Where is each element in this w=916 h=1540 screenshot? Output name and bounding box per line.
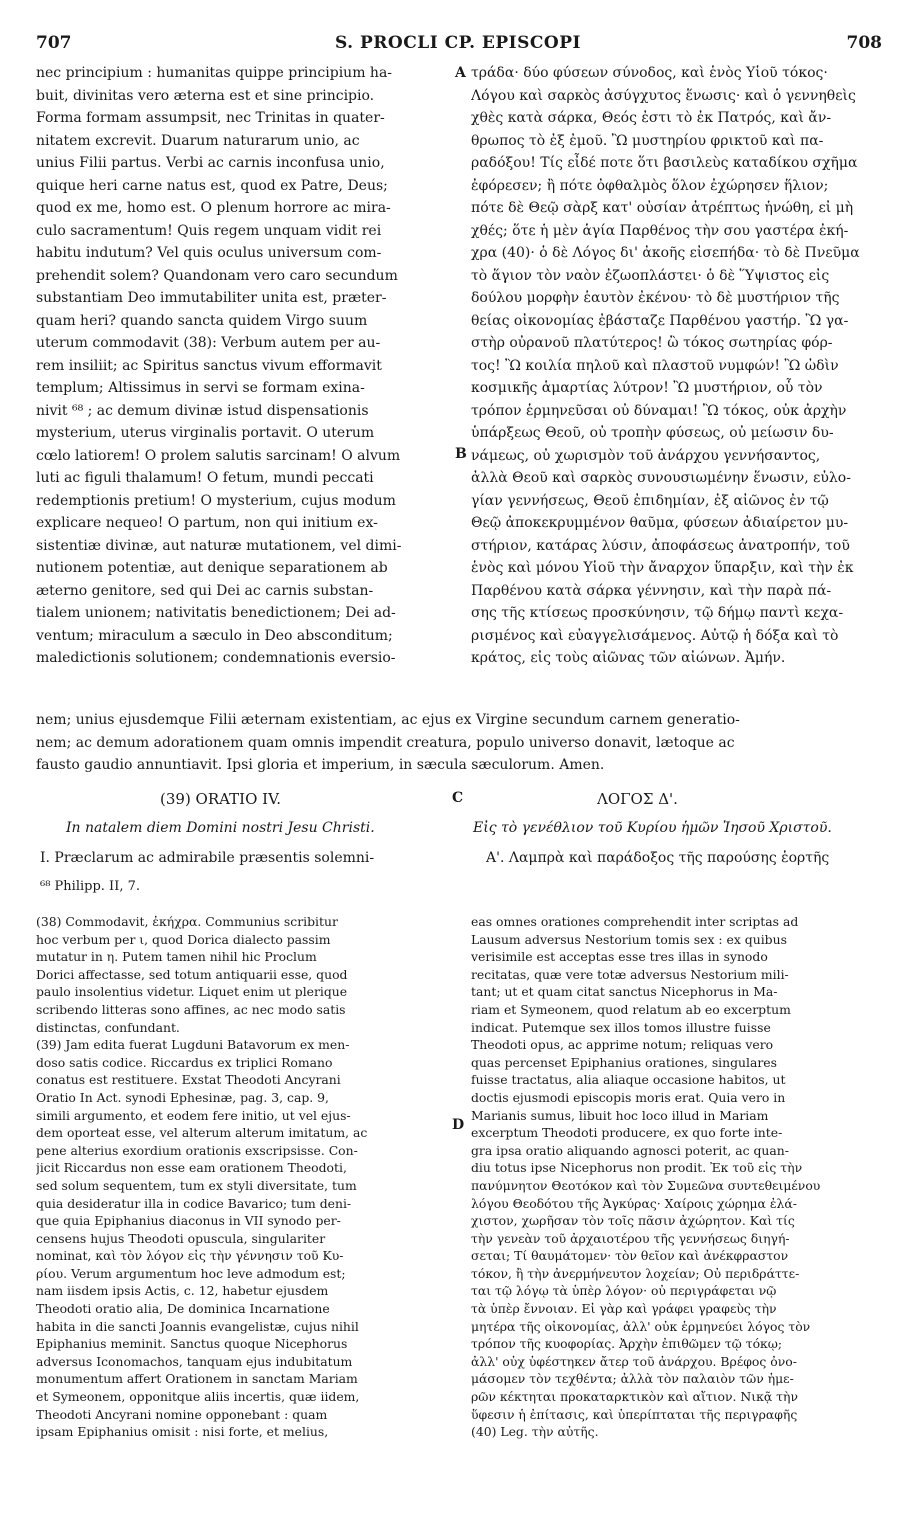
latin-text-line: unius Filii partus. Verbi ac carnis inconfusa unio, <box>36 155 385 171</box>
left-page-number: 707 <box>36 33 72 53</box>
scripture-footnote: ⁶⁸ Philipp. II, 7. <box>40 879 140 894</box>
greek-text-line: στήριον, κατάρας λύσιν, ἀποφάσεως ἀνατροπήν, τοῦ <box>471 537 850 554</box>
greek-text-line: ἐφόρεσεν; ἢ πότε ὀφθαλμὸς ὅλον ἐχώρησεν ἥλιον; <box>471 177 829 194</box>
note-line: recitatas, quæ vere totæ adversus Nestorium mili- <box>471 966 789 982</box>
note-line: scribendo litteras sono affines, ac nec modo satis <box>36 1001 346 1017</box>
greek-text-line: στὴρ οὐρανοῦ πλατύτερος! ὢ τόκος σωτηρίας φόρ- <box>471 335 833 351</box>
note-line: quas percenset Epiphanius orationes, singulares <box>471 1054 778 1070</box>
greek-text-line: Θεῷ ἀποκεκρυμμένον θαῦμα, φύσεων ἀδιαίρετον μυ- <box>471 515 849 531</box>
note-line: χιστον, χωρῆσαν τὸν τοῖς πᾶσιν ἀχώρητον. Καὶ τίς <box>471 1213 795 1229</box>
note-line: Theodoti oratio alia, De dominica Incarnatione <box>36 1301 330 1317</box>
full-width-line: nem; unius ejusdemque Filii æternam existentiam, ac ejus ex Virgine secundum carnem generatio- <box>36 712 740 728</box>
note-line: nominat, καὶ τὸν λόγον εἰς τὴν γέννησιν τοῦ Κυ- <box>36 1248 344 1264</box>
greek-text-line: τρόπον ἑρμηνεῦσαι οὐ δύναμαι! Ὢ τόκος, οὐκ ἀρχὴν <box>471 402 847 419</box>
running-title: S. PROCLI CP. EPISCOPI <box>335 33 581 53</box>
note-line: nam iisdem ipsis Actis, c. 12, habetur ejusdem <box>36 1283 329 1299</box>
note-line: monumentum affert Orationem in sanctam Mariam <box>36 1371 358 1387</box>
note-line: tant; ut et quam citat sanctus Nicephorus in Ma- <box>471 984 778 1000</box>
greek-text-line: νάμεως, οὐ χωρισμὸν τοῦ ἀνάρχου γεννήσαντος, <box>471 447 821 464</box>
margin-mark-d: D <box>452 1117 465 1133</box>
note-line: adversus Iconomachos, tanquam ejus indubitatum <box>36 1353 353 1369</box>
note-line: hoc verbum per ι, quod Dorica dialecto passim <box>36 931 331 947</box>
note-line: τὰ ὑπὲρ ἔννοιαν. Εἰ γὰρ καὶ γράφει γραφεὺς τὴν <box>471 1301 777 1317</box>
latin-text-line: uterum commodavit (38): Verbum autem per au- <box>36 335 381 351</box>
note-line: que quia Epiphanius diaconus in VII synodo per- <box>36 1213 341 1229</box>
greek-text-line: σης τῆς κτίσεως προσκύνησιν, τῷ δήμῳ παντὶ κεχα- <box>471 605 844 621</box>
note-line: verisimile est acceptas esse tres illas in synodo <box>471 949 768 965</box>
latin-text-line: buit, divinitas vero æterna est et sine principio. <box>36 87 375 104</box>
latin-text-line: rem insiliit; ac Spiritus sanctus vivum efformavit <box>36 357 382 374</box>
latin-text-line: nec principium : humanitas quippe principium ha- <box>36 65 393 81</box>
note-line: Theodoti opus, ac apprime notum; reliquas vero <box>471 1037 774 1053</box>
greek-text-line: κράτος, εἰς τοὺς αἰῶνας τῶν αἰώνων. Ἀμήν. <box>471 650 786 666</box>
note-line: habita in die sancti Joannis evangelistæ, cujus nihil <box>36 1318 359 1334</box>
note-line: censens hujus Theodoti opuscula, singulariter <box>36 1230 326 1246</box>
greek-text-line: ἀλλὰ Θεοῦ καὶ σαρκὸς συνουσιωμένην ἕνωσιν, εὐλο- <box>471 470 851 486</box>
note-line: conatus est restituere. Exstat Theodoti Ancyrani <box>36 1072 341 1088</box>
greek-text-line: τὸ ἅγιον τὸν ναὸν ἐζωοπλάστει· ὁ δὲ Ὕψιστος εἰς <box>471 267 830 284</box>
greek-text-line: ὑπάρξεως Θεοῦ, οὐ τροπὴν φύσεως, οὐ μείωσιν δυ- <box>471 425 834 441</box>
greek-text-line: θρωπος τὸ ἐξ ἐμοῦ. Ὢ μυστηρίου φρικτοῦ καὶ πα- <box>471 132 824 149</box>
greek-text-line: χθὲς κατὰ σάρκα, Θεός ἐστι τὸ ἐκ Πατρός, καὶ ἄν- <box>471 110 832 126</box>
margin-mark-c: C <box>452 790 464 806</box>
latin-text-line: ventum; miraculum a sæculo in Deo absconditum; <box>36 627 393 644</box>
note-line: indicat. Putemque sex illos tomos illustre fuisse <box>471 1019 771 1035</box>
latin-text-line: maledictionis solutionem; condemnationis eversio- <box>36 650 396 666</box>
note-line: Epiphanius meminit. Sanctus quoque Nicephorus <box>36 1336 348 1352</box>
note-line: paulo insolentius videtur. Liquet enim ut plerique <box>36 984 348 1000</box>
note-line: ἀλλ' οὐχ ὑφέστηκεν ἄτερ τοῦ ἀνάρχου. Βρέφος ὀνο- <box>471 1353 797 1369</box>
note-line: Theodoti Ancyrani nomine opponebant : quam <box>36 1406 328 1422</box>
note-line: pene alterius exordium orationis exscripsisse. Con- <box>36 1142 358 1158</box>
note-line: gra ipsa oratio aliquando agnosci poterit, ac quan- <box>471 1142 789 1158</box>
note-line: ται τῷ λόγῳ τὰ ὑπὲρ λόγον· οὐ περιγράφεται νῷ <box>471 1283 777 1299</box>
note-line: dem oporteat esse, vel alterum alterum imitatum, ac <box>36 1125 368 1141</box>
oratio-latin-first-line: I. Præclarum ac admirabile præsentis solemni- <box>40 850 375 866</box>
note-line: (38) Commodavit, ἐκήχρα. Communius scribitur <box>36 914 338 929</box>
latin-text-line: prehendit solem? Quandonam vero caro secundum <box>36 267 398 284</box>
greek-text-line: Λόγου καὶ σαρκὸς ἀσύγχυτος ἕνωσις· καὶ ὁ γεννηθεὶς <box>471 87 856 104</box>
oratio-latin-title: (39) ORATIO IV. <box>160 790 282 808</box>
note-line: ρῶν κέκτηται προκαταρκτικὸν καὶ αἴτιον. Νικᾷ τὴν <box>471 1389 798 1405</box>
latin-text-line: Forma formam assumpsit, nec Trinitas in quater- <box>36 110 385 126</box>
latin-text-line: sistentiæ divinæ, aut naturæ mutationem, vel dimi- <box>36 537 402 554</box>
note-line: et Symeonem, opponitque aliis incertis, quæ iidem, <box>36 1389 360 1405</box>
latin-text-line: templum; Altissimus in servi se formam exina- <box>36 380 365 396</box>
note-line: jicit Riccardus non esse eam orationem Theodoti, <box>36 1160 347 1176</box>
note-line: τόκον, ἢ τὴν ἀνερμήνευτον λοχείαν; Οὐ περιδράττε- <box>471 1265 800 1281</box>
greek-text-line: ρισμένος καὶ εὐαγγελισάμενος. Αὐτῷ ἡ δόξα καὶ τὸ <box>471 627 839 644</box>
greek-text-line: ἑνὸς καὶ μόνου Υἱοῦ τὴν ἄναρχον ὕπαρξιν, καὶ τὴν ἐκ <box>471 560 854 576</box>
note-line: sed solum sequentem, tum ex styli diversitate, tum <box>36 1177 357 1193</box>
greek-text-line: τος! Ὢ κοιλία πηλοῦ καὶ πλαστοῦ νυμφών! Ὢ ὠδὶν <box>471 357 839 374</box>
note-line: mutatur in η. Putem tamen nihil hic Proclum <box>36 949 317 965</box>
full-width-paragraph <box>36 709 886 777</box>
note-line: distinctas, confundant. <box>36 1019 180 1035</box>
oratio-latin-subtitle: In natalem diem Domini nostri Jesu Christi. <box>66 820 375 836</box>
note-line: doctis ejusmodi episcopis moris erat. Quia vero in <box>471 1089 786 1105</box>
note-line: ὕφεσιν ἡ ἐπίτασις, καὶ ὑπερίπταται τῆς περιγραφῆς <box>471 1406 798 1422</box>
greek-text-line: δούλου μορφὴν ἑαυτὸν ἐκένου· τὸ δὲ μυστήριον τῆς <box>471 290 840 306</box>
notes-left-column <box>36 913 458 1441</box>
latin-text-line: quique heri carne natus est, quod ex Patre, Deus; <box>36 177 388 194</box>
right-page-number: 708 <box>846 33 882 53</box>
latin-text-line: cœlo latiorem! O prolem salutis sarcinam! O alvum <box>36 447 401 464</box>
note-line: (39) Jam edita fuerat Lugduni Batavorum ex men- <box>36 1037 350 1053</box>
latin-text-line: tialem unionem; nativitatis benedictionem; Dei ad- <box>36 605 396 621</box>
latin-text-line: æterno genitore, sed qui Dei ac carnis substan- <box>36 582 374 599</box>
greek-text-line: θείας οἰκονομίας ἐβάσταζε Παρθένου γαστήρ. Ὢ γα- <box>471 312 849 329</box>
latin-text-line: explicare nequeo! O partum, non qui initium ex- <box>36 515 378 531</box>
oratio-greek-first-line: Α'. Λαμπρὰ καὶ παράδοξος τῆς παρούσης ἑορτῆς <box>486 850 830 866</box>
note-line: λόγου Θεοδότου τῆς Ἀγκύρας· Χαίροις χώρημα ἐλά- <box>471 1195 797 1211</box>
latin-text-line: redemptionis pretium! O mysterium, cujus modum <box>36 492 396 509</box>
note-line: fuisse tractatus, alia aliaque occasione habitos, ut <box>471 1072 786 1088</box>
latin-text-line: quam heri? quando sancta quidem Virgo suum <box>36 312 368 329</box>
latin-text-line: culo sacramentum! Quis regem unquam vidit rei <box>36 222 382 239</box>
note-line: μητέρα τῆς οἰκονομίας, ἀλλ' οὐκ ἑρμηνεύει λόγος τὸν <box>471 1318 811 1334</box>
greek-text-line: κοσμικῆς ἁμαρτίας λύτρον! Ὢ μυστήριον, οὗ τὸν <box>471 380 823 396</box>
note-line: doso satis codice. Riccardus ex triplici Romano <box>36 1054 333 1070</box>
note-line: (40) Leg. τὴν αὐτῆς. <box>471 1424 599 1440</box>
latin-text-line: nutionem potentiæ, aut denique separationem ab <box>36 560 388 576</box>
latin-text-line: luti ac figuli thalamum! O fetum, mundi peccati <box>36 470 374 486</box>
note-line: riam et Symeonem, quod relatum ab eo excerptum <box>471 1001 791 1017</box>
latin-text-line: nitatem excrevit. Duarum naturarum unio, ac <box>36 132 360 149</box>
note-line: σεται; Τί θαυμάτομεν· τὸν θεῖον καὶ ἀνέκφραστον <box>471 1248 789 1264</box>
note-line: τρόπον τῆς κυοφορίας. Ἀρχὴν ἐπιθῶμεν τῷ τόκῳ; <box>471 1336 783 1352</box>
latin-text-line: habitu indutum? Vel quis oculus universum com- <box>36 245 382 261</box>
greek-text-line: γίαν γεννήσεως, Θεοῦ ἐπιδημίαν, ἐξ αἰῶνος ἐν τῷ <box>471 492 829 509</box>
latin-text-line: quod ex me, homo est. O plenum horrore ac mira- <box>36 200 391 216</box>
note-line: diu totus ipse Nicephorus non prodit. Ἐκ τοῦ εἰς τὴν <box>471 1160 803 1176</box>
greek-text-line: πότε δὲ Θεῷ σὰρξ κατ' οὐσίαν ἀτρέπτως ἡνώθη, εἰ μὴ <box>471 200 854 216</box>
latin-text-line: nivit ⁶⁸ ; ac demum divinæ istud dispensationis <box>36 402 369 419</box>
greek-text-line: Παρθένου κατὰ σάρκα γέννησιν, καὶ τὴν παρὰ πά- <box>471 582 832 599</box>
latin-text-line: mysterium, uterus virginalis portavit. O uterum <box>36 425 375 441</box>
note-line: μάσομεν τὸν τεχθέντα; ἀλλὰ τὸν παλαιὸν τῶν ἡμε- <box>471 1371 794 1387</box>
note-line: eas omnes orationes comprehendit inter scriptas ad <box>471 914 799 929</box>
note-line: Lausum adversus Nestorium tomis sex : ex quibus <box>471 931 787 947</box>
margin-mark-a: A <box>455 65 466 81</box>
full-width-line: fausto gaudio annuntiavit. Ipsi gloria et imperium, in sæcula sæculorum. Amen. <box>36 757 605 773</box>
latin-text-line: substantiam Deo immutabiliter unita est, præter- <box>36 290 387 306</box>
note-line: Dorici affectasse, sed totum antiquarii esse, quod <box>36 966 348 982</box>
greek-text-column <box>471 62 885 670</box>
note-line: πανύμνητον Θεοτόκον καὶ τὸν Συμεῶνα συντεθειμένου <box>471 1177 821 1193</box>
note-line: simili argumento, et eodem fere initio, ut vel ejus- <box>36 1107 351 1123</box>
note-line: Marianis sumus, libuit hoc loco illud in Mariam <box>471 1107 769 1123</box>
note-line: ipsam Epiphanius omisit : nisi forte, et melius, <box>36 1424 329 1440</box>
note-line: Oratio In Act. synodi Ephesinæ, pag. 3, cap. 9, <box>36 1089 329 1105</box>
note-line: ρίου. Verum argumentum hoc leve admodum est; <box>36 1265 346 1281</box>
full-width-line: nem; ac demum adorationem quam omnis impendit creatura, populo universo donavit, lætoque ac <box>36 734 735 751</box>
notes-right-column <box>471 913 885 1441</box>
oratio-greek-subtitle: Εἰς τὸ γενέθλιον τοῦ Κυρίου ἡμῶν Ἰησοῦ Χριστοῦ. <box>473 820 832 836</box>
note-line: excerptum Theodoti producere, ex quo forte inte- <box>471 1125 783 1141</box>
oratio-greek-title: ΛΟΓΟΣ Δ'. <box>597 790 678 808</box>
note-line: τὴν γενεὰν τοῦ ἀρχαιοτέρου τῆς γεννήσεως διηγή- <box>471 1230 790 1246</box>
greek-text-line: χθές; ὅτε ἡ μὲν ἁγία Παρθένος τὴν σου γαστέρα ἐκή- <box>471 222 849 239</box>
margin-mark-b: B <box>455 446 467 462</box>
note-line: quia desideratur illa in codice Bavarico; tum deni- <box>36 1195 352 1211</box>
greek-text-line: τράδα· δύο φύσεων σύνοδος, καὶ ἑνὸς Υἱοῦ τόκος· <box>471 65 828 81</box>
greek-text-line: ραδόξου! Τίς εἶδέ ποτε ὅτι βασιλεὺς καταδίκου σχῆμα <box>471 155 858 171</box>
latin-text-column <box>36 62 452 670</box>
greek-text-line: χρα (40)· ὁ δὲ Λόγος δι' ἀκοῆς εἰσεπήδα· τὸ δὲ Πνεῦμα <box>471 245 860 261</box>
